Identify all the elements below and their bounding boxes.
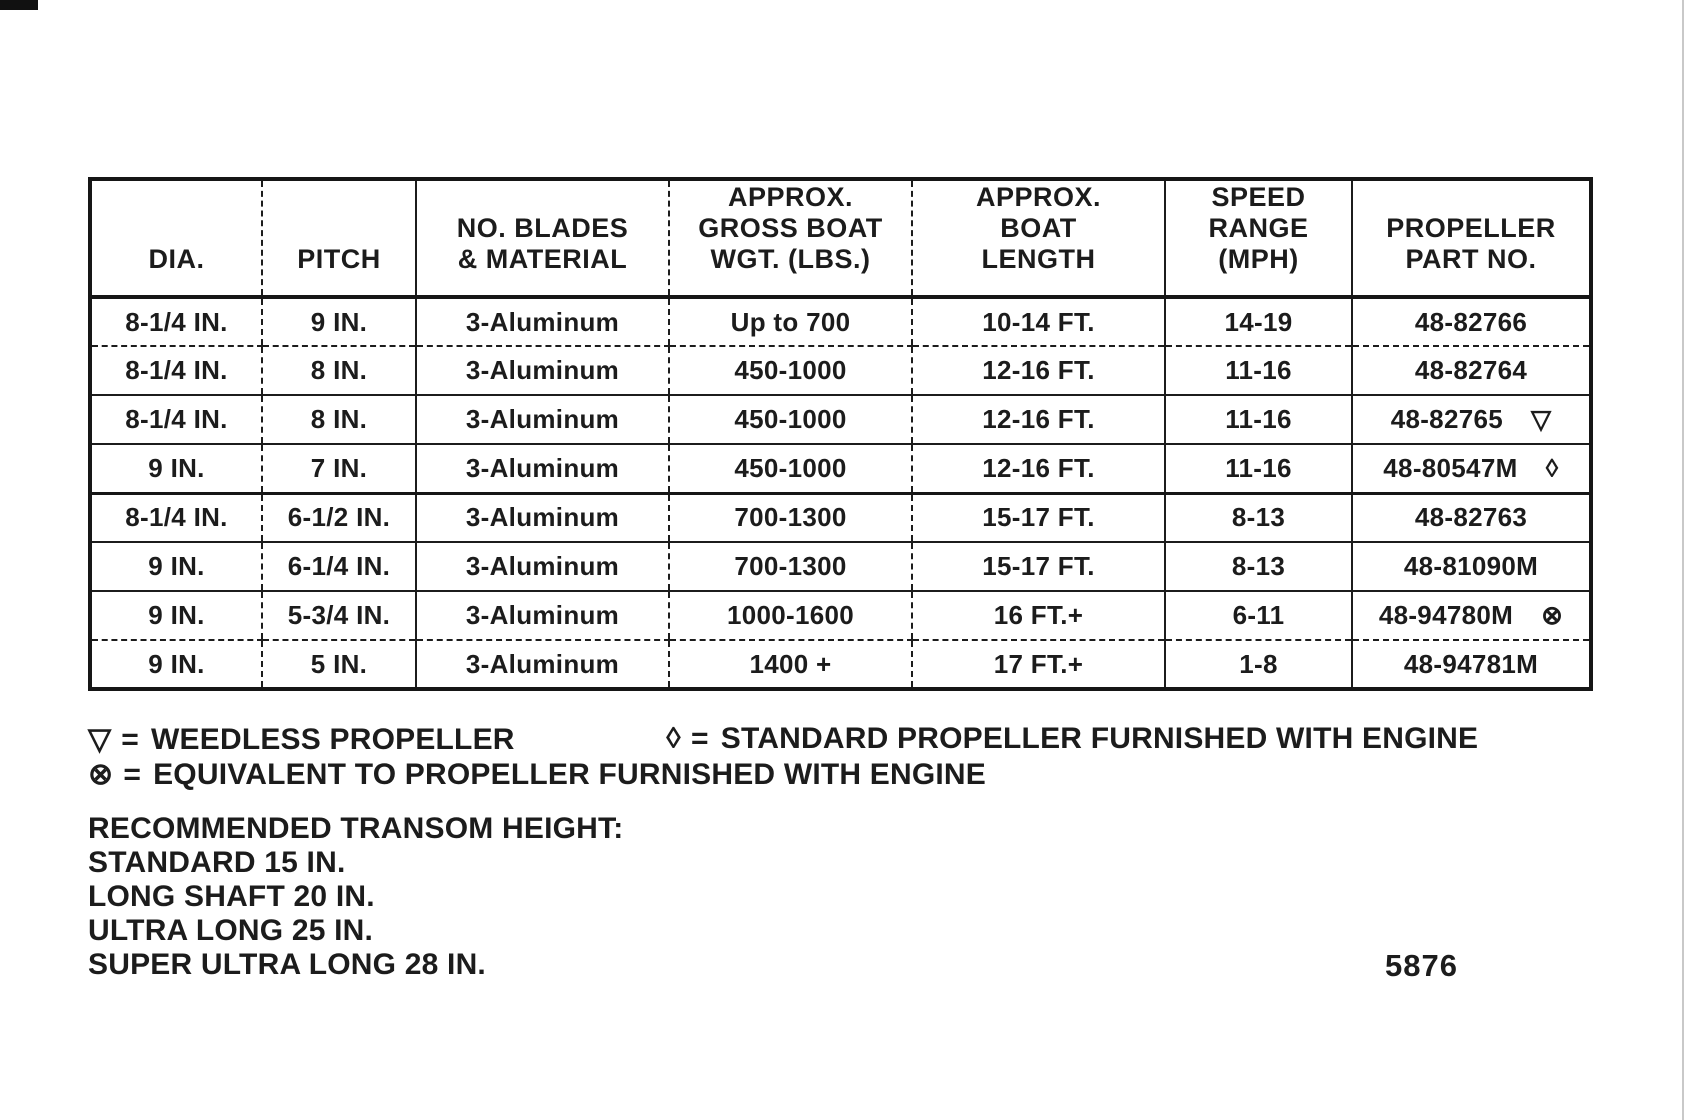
col-header-dia: DIA.: [90, 179, 262, 297]
cell-blades: 3-Aluminum: [416, 542, 669, 591]
cell-weight: 450-1000: [669, 444, 912, 493]
cell-weight: Up to 700: [669, 297, 912, 346]
legend-standard: [666, 722, 1478, 756]
transom-height-block: [88, 812, 623, 982]
cell-speed: 1-8: [1165, 640, 1352, 689]
part-number: 48-81090M: [1403, 551, 1539, 581]
cell-weight: 1000-1600: [669, 591, 912, 640]
col-header-part: PROPELLER PART NO.: [1352, 179, 1591, 297]
col-header-length: APPROX. BOAT LENGTH: [912, 179, 1165, 297]
cell-blades: 3-Aluminum: [416, 395, 669, 444]
cell-part: [1352, 346, 1591, 395]
cell-part: [1352, 444, 1591, 493]
legend-weedless: [88, 722, 515, 757]
cell-speed: 11-16: [1165, 444, 1352, 493]
cell-dia: 9 IN.: [90, 444, 262, 493]
weedless-symbol: ▽: [1530, 404, 1552, 434]
cell-weight: 700-1300: [669, 542, 912, 591]
cell-part: [1352, 297, 1591, 346]
cell-speed: 14-19: [1165, 297, 1352, 346]
table-row: [90, 591, 1591, 640]
equivalent-propeller-symbol: ⊗: [88, 758, 114, 791]
standard-propeller-symbol: ◊: [666, 722, 682, 755]
cell-length: 16 FT.+: [912, 591, 1165, 640]
transom-line: SUPER ULTRA LONG 28 IN.: [88, 948, 486, 981]
weedless-propeller-symbol: ▽: [88, 723, 112, 756]
cell-speed: 11-16: [1165, 395, 1352, 444]
col-header-blades: NO. BLADES & MATERIAL: [416, 179, 669, 297]
legend-equivalent: [88, 757, 986, 792]
cell-weight: 450-1000: [669, 395, 912, 444]
transom-line: STANDARD 15 IN.: [88, 846, 346, 879]
cell-dia: 8-1/4 IN.: [90, 297, 262, 346]
cell-dia: 9 IN.: [90, 542, 262, 591]
cell-part: [1352, 591, 1591, 640]
cell-length: 12-16 FT.: [912, 444, 1165, 493]
col-header-speed: SPEED RANGE (MPH): [1165, 179, 1352, 297]
cell-length: 12-16 FT.: [912, 346, 1165, 395]
cell-blades: 3-Aluminum: [416, 640, 669, 689]
table-row: [90, 640, 1591, 689]
table-row: [90, 346, 1591, 395]
part-number: 48-82764: [1414, 355, 1528, 385]
table-row: [90, 444, 1591, 493]
part-number: 48-82763: [1414, 502, 1528, 533]
part-number: 48-82766: [1414, 306, 1528, 337]
cell-part: [1352, 493, 1591, 542]
cell-dia: 8-1/4 IN.: [90, 346, 262, 395]
cell-pitch: 5-3/4 IN.: [262, 591, 416, 640]
header-row: [90, 179, 1591, 297]
equivalent-symbol: ⊗: [1541, 600, 1564, 630]
equals-sign: =: [123, 758, 142, 791]
cell-speed: 8-13: [1165, 493, 1352, 542]
table-row: [90, 395, 1591, 444]
cell-speed: 11-16: [1165, 346, 1352, 395]
cell-pitch: 9 IN.: [262, 297, 416, 346]
equals-sign: =: [691, 722, 709, 755]
cell-speed: 6-11: [1165, 591, 1352, 640]
part-number: 48-94780M: [1378, 600, 1514, 630]
transom-line: LONG SHAFT 20 IN.: [88, 880, 375, 913]
legend-standard-label: STANDARD PROPELLER FURNISHED WITH ENGINE: [720, 722, 1479, 755]
cell-dia: 8-1/4 IN.: [90, 395, 262, 444]
legend-weedless-label: WEEDLESS PROPELLER: [151, 723, 515, 756]
cell-length: 15-17 FT.: [912, 493, 1165, 542]
col-header-weight: APPROX. GROSS BOAT WGT. (LBS.): [669, 179, 912, 297]
transom-title: RECOMMENDED TRANSOM HEIGHT:: [88, 812, 624, 845]
cell-blades: 3-Aluminum: [416, 346, 669, 395]
part-number: 48-80547M: [1383, 452, 1518, 483]
cell-part: [1352, 640, 1591, 689]
cell-length: 15-17 FT.: [912, 542, 1165, 591]
cell-blades: 3-Aluminum: [416, 493, 669, 542]
part-number: 48-94781M: [1403, 648, 1539, 679]
cell-pitch: 8 IN.: [262, 395, 416, 444]
cell-pitch: 6-1/4 IN.: [262, 542, 416, 591]
cell-length: 17 FT.+: [912, 640, 1165, 689]
cell-pitch: 5 IN.: [262, 640, 416, 689]
transom-line: ULTRA LONG 25 IN.: [88, 914, 374, 947]
part-number: 48-82765: [1390, 404, 1503, 434]
cell-dia: 9 IN.: [90, 591, 262, 640]
cell-dia: 8-1/4 IN.: [90, 493, 262, 542]
cell-pitch: 6-1/2 IN.: [262, 493, 416, 542]
cell-length: 12-16 FT.: [912, 395, 1165, 444]
table-row: [90, 297, 1591, 346]
cell-dia: 9 IN.: [148, 648, 205, 679]
cell-weight: 700-1300: [669, 493, 912, 542]
cell-part: [1352, 542, 1591, 591]
scan-artifact: [0, 0, 38, 10]
col-header-pitch: PITCH: [262, 179, 416, 297]
standard-symbol: ◊: [1545, 452, 1559, 483]
cell-weight: 450-1000: [669, 346, 912, 395]
cell-speed: 8-13: [1165, 542, 1352, 591]
legend-equivalent-label: EQUIVALENT TO PROPELLER FURNISHED WITH ENGINE: [153, 758, 987, 791]
cell-blades: 3-Aluminum: [416, 297, 669, 346]
cell-pitch: 8 IN.: [262, 346, 416, 395]
cell-blades: 3-Aluminum: [416, 444, 669, 493]
figure-number: 5876: [1385, 948, 1458, 983]
cell-pitch: 7 IN.: [262, 444, 416, 493]
cell-length: 10-14 FT.: [912, 297, 1165, 346]
equals-sign: =: [121, 723, 140, 756]
table-row: [90, 493, 1591, 542]
propeller-spec-table: [88, 177, 1593, 691]
cell-weight: 1400 +: [669, 640, 912, 689]
cell-blades: 3-Aluminum: [416, 591, 669, 640]
cell-part: [1352, 395, 1591, 444]
table-row: [90, 542, 1591, 591]
